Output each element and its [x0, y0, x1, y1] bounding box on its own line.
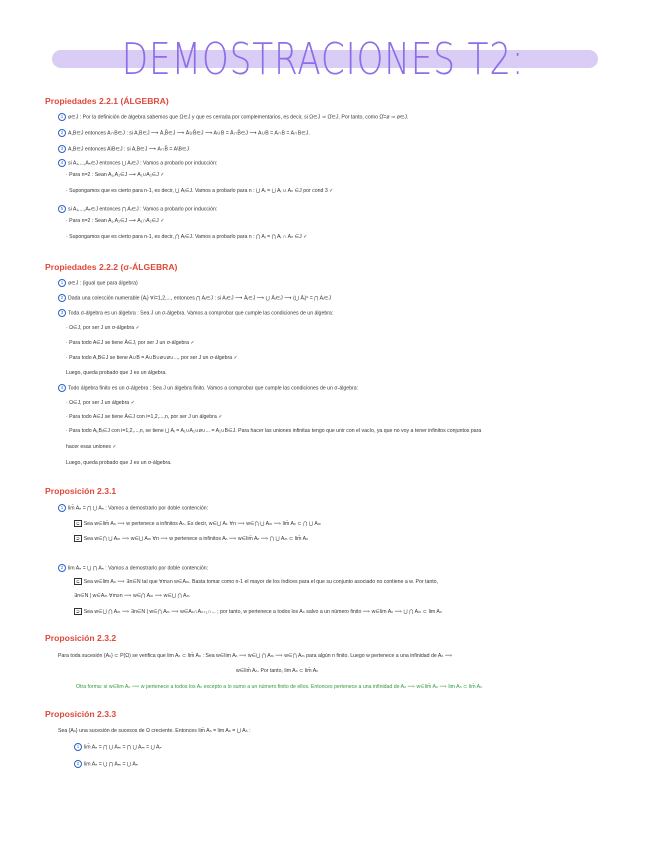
line-text: Luego, queda probado que J es un álgebra. [66, 370, 167, 376]
note-line [74, 760, 138, 768]
note-line [66, 355, 238, 362]
line-text: ø∈J : (igual que para álgebra) [68, 280, 138, 287]
note-line [74, 593, 190, 600]
line-text: Sea {Aₙ} una sucesión de sucesos de Ω creciente. Entonces lim̄ Aₙ = lim Aₙ = ⋃ Aₙ : [58, 728, 251, 734]
line-text: · Para n=2 : Sean A₁,A₂∈J ⟶ A₁∪A₂∈J ✓ [66, 172, 165, 178]
line-text: Toda σ-álgebra es un álgebra : Sea J un σ-álgebra. Vamos a comprobar que cumple las condiciones de un álgebra: [68, 310, 334, 317]
line-text: · Para todo A,B∈J se tiene A∪B = A∪B∪ø∪ø∪..., por ser J un σ-álgebra ✓ [66, 355, 238, 361]
note-line [66, 188, 334, 195]
item-marker: ⊆ [76, 521, 80, 526]
line-text: A,B∈J entonces A∩B∈J : si A,B∈J ⟶ Ā,B̄∈J ⟶ Ā∪B̄∈J ⟶ A∪B = Ā∩B̄∈J ⟶ A∪B = A∩B = A∩B∈J. [68, 130, 310, 137]
page-title: DEMOSTRACIONES T2: [121, 34, 525, 85]
item-marker: ⊆ [76, 579, 80, 584]
item-marker: 3 [58, 309, 66, 317]
note-line [58, 384, 358, 392]
note-line [66, 234, 307, 241]
note-line [58, 504, 208, 512]
note-line [66, 325, 140, 332]
line-text: lim Aₙ = ⋃ ⋂ Aₙ : Vamos a demostrarlo por doble contención: [68, 565, 209, 572]
line-text: lim̄ Aₙ = ⋂ ⋃ Aₘ = ⋂ ⋃ Aₘ = ⋃ Aₙ [84, 744, 162, 751]
item-marker: 3 [58, 145, 66, 153]
line-text: Otra forma: si w∈lim Aₙ ⟹ w pertenece a todos los Aₙ excepto a lo sumo a un número finito de ellos. Entonces pertenece a una infinidad de Aₙ ⟹ w∈lim̄ Aₙ ⟹ lim Aₙ ⊂ lim̄ Aₙ [76, 684, 483, 690]
note-line [66, 218, 165, 225]
item-marker: 2 [74, 760, 82, 768]
note-line [74, 578, 438, 586]
note-line [58, 113, 408, 121]
note-line [66, 340, 195, 347]
section-heading: Propiedades 2.2.2 (σ-ÁLGEBRA) [45, 262, 178, 272]
line-text: · Ω∈J, por ser J un σ-álgebra ✓ [66, 325, 140, 331]
section-heading: Propiedades 2.2.1 (ÁLGEBRA) [45, 96, 169, 106]
item-marker: 2 [58, 129, 66, 137]
note-line [58, 728, 251, 735]
note-line [58, 159, 217, 167]
section-heading: Proposición 2.3.1 [45, 486, 117, 496]
note-line [74, 535, 308, 543]
line-text: Sea w∈lim̄ Aₙ ⟹ w pertenece a infinitos Aₙ. Es decir, w∈⋃ Aₖ ∀n ⟹ w∈⋂ ⋃ Aₘ ⟹ lim̄ Aₙ ⊂ ⋂ ⋃ Aₘ [83, 520, 322, 527]
line-text: Sea w∈⋃ ⋂ Aₘ ⟹ ∃n∈N | w∈⋂ Aₘ ⟹ w∈Aₙ∩Aₙ₊₁∩... ; por tanto, w pertenece a todos los Aₙ salvo a un número finito ⟹ w∈lim Aₙ ⟹ ⋃ ⋂ Aₘ ⊂ lim Aₙ [83, 608, 442, 615]
item-marker: 2 [58, 294, 66, 302]
line-text: Sea w∈⋂ ⋃ Aₘ ⟹ w∈⋃ Aₘ ∀n ⟹ w pertenece a infinitos Aₙ ⟹ w∈lim̄ Aₙ ⟹ ⋂ ⋃ Aₘ ⊂ lim̄ Aₙ [83, 535, 309, 542]
note-line [66, 370, 167, 377]
line-text: · Supongamos que es cierto para n-1, es decir, ⋃ Aᵢ∈J. Vamos a probarlo para n : ⋃ Aᵢ = ⋃ Aᵢ ∪ Aₙ ∈J por cond 3 ✓ [66, 188, 334, 194]
line-text: hacer esas uniones ✓ [66, 444, 117, 450]
note-line [66, 400, 135, 407]
item-marker: 4 [58, 159, 66, 167]
item-marker: ⊇ [76, 536, 80, 541]
line-text: Luego, queda probado que J es un σ-álgebra. [66, 460, 172, 466]
note-line [58, 309, 333, 317]
line-text: si A₁,...,Aₙ∈J entonces ⋃ Aᵢ∈J : Vamos a probarlo por inducción: [68, 160, 218, 167]
section-heading: Proposición 2.3.3 [45, 709, 117, 719]
line-text: ∃n∈N | w∈Aₘ ∀m≥n ⟹ w∈⋂ Aₘ ⟹ w∈⋃ ⋂ Aₘ [74, 593, 190, 599]
note-line [74, 520, 321, 528]
note-line [66, 172, 165, 179]
item-marker: 1 [58, 113, 66, 121]
line-text: · Para todo A∈J se tiene Ā∈J con i=1,2,...,n, por ser J un álgebra ✓ [66, 414, 223, 420]
item-marker: 5 [58, 205, 66, 213]
line-text: · Ω∈J, por ser J un álgebra ✓ [66, 400, 135, 406]
line-text: A,B∈J entonces A\B∈J : si A,B∈J ⟶ A∩B̄ = A\B∈J [68, 146, 190, 153]
line-text: si A₁,...,Aₙ∈J entonces ⋂ Aᵢ∈J : Vamos a probarlo por inducción: [68, 206, 218, 213]
line-text: Todo álgebra finito es un σ-álgebra : Sea J un álgebra finito. Vamos a comprobar que cumple las condiciones de un σ-álgebra: [68, 385, 359, 392]
item-marker: 4 [58, 384, 66, 392]
note-line [58, 294, 331, 302]
item-marker: ⊇ [76, 609, 80, 614]
line-text: · Para todo Aᵢ,Bᵢ∈J con i=1,2,...,n, se tiene ⋃ Aᵢ = A₁∪A₂∪ø∪... = A₁∪B∈J. Para hacer las uniones infinitas tengo que unir con el vacío, ya que no voy a tener infinitos conjuntos para [66, 428, 482, 434]
line-text: Dada una colección numerable {Aᵢ} ∀i=1,2,..., entonces ⋂ Aᵢ∈J : si Aᵢ∈J ⟶ Āᵢ∈J ⟶ ⋃ Āᵢ∈J ⟶ (⋃ Āᵢ)ᶜ = ⋂ Aᵢ∈J [68, 295, 332, 302]
item-marker: 1 [58, 279, 66, 287]
line-text: ø∈J : Por la definición de álgebra sabemos que Ω∈J y que es cerrada por complementarios, es decir, si Ω∈J ⇒ Ω̄∈J. Por tanto, como Ω̄=ø ⇒ ø∈J. [68, 114, 409, 121]
line-text: w∈lim̄ Aₙ. Por tanto, lim Aₙ ⊂ lim̄ Aₙ [236, 668, 319, 674]
item-marker: 1 [58, 504, 66, 512]
note-line [66, 414, 223, 421]
note-line [58, 653, 452, 660]
note-line [58, 279, 138, 287]
note-line [76, 684, 482, 691]
line-text: Sea w∈lim Aₙ ⟹ ∃n∈N tal que ∀m≥n w∈Aₘ. Basta tomar como n-1 el mayor de los índices para el que su conjunto asociado no contiene a w. Por tanto, [83, 578, 438, 585]
section-heading: Proposición 2.3.2 [45, 633, 117, 643]
note-line [74, 608, 442, 616]
note-line [66, 460, 172, 467]
note-line [236, 668, 318, 675]
line-text: · Supongamos que es cierto para n-1, es decir, ⋂ Aᵢ∈J. Vamos a probarlo para n : ⋂ Aᵢ = ⋂ Aᵢ ∩ Aₙ ∈J ✓ [66, 234, 308, 240]
note-line [74, 743, 162, 751]
note-line [58, 129, 310, 137]
line-text: lim̄ Aₙ = ⋂ ⋃ Aₙ : Vamos a demostrarlo por doble contención: [68, 505, 209, 512]
line-text: · Para todo A∈J se tiene Ā∈J, por ser J un σ-álgebra ✓ [66, 340, 195, 346]
line-text: Para toda sucesión {Aₙ} ⊂ P(Ω) se verifica que lim Aₙ ⊂ lim̄ Aₙ : Sea w∈lim Aₙ ⟹ w∈⋃ ⋂ Aₘ ⟹ w∈⋂ Aₘ para algún n finito. Luego w pertenece a una infinidad de Aₙ ⟹ [58, 653, 453, 659]
note-line [58, 205, 217, 213]
note-line [58, 145, 189, 153]
note-line [58, 564, 208, 572]
note-line [66, 444, 117, 451]
line-text: · Para n=2 : Sean A₁,A₂∈J ⟶ A₁∩A₂∈J ✓ [66, 218, 165, 224]
note-line [66, 428, 481, 435]
item-marker: 2 [58, 564, 66, 572]
item-marker: 1 [74, 743, 82, 751]
line-text: lim Aₙ = ⋃ ⋂ Aₘ = ⋃ Aₙ [84, 761, 138, 768]
